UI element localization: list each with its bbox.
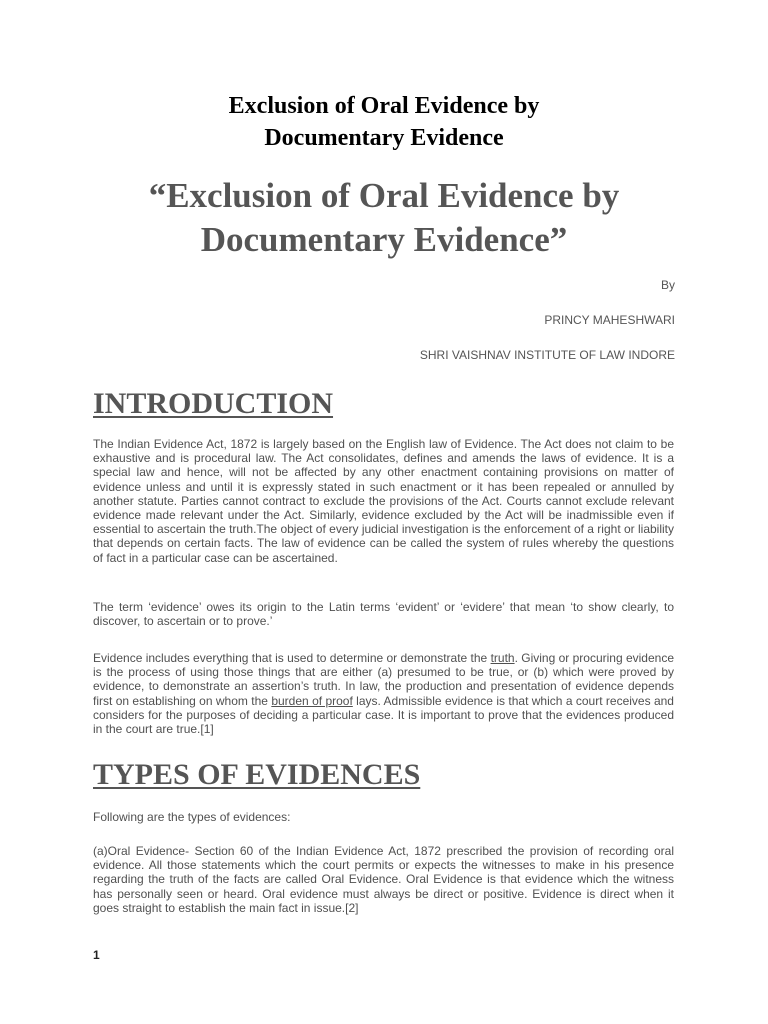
document-title: Exclusion of Oral Evidence by Documentary Evidence [228,93,540,151]
introduction-paragraph-1: The Indian Evidence Act, 1872 is largely based on the English law of Evidence. The Act does not claim to be exhaustive and is procedural law. The Act consolidates, defines and amends the laws of evidence. It is a special law and hence, will not be affected by any other enactment containing provisions on matter of evidence unless and until it is expressly stated in such enactment or it has been repealed or annulled by another statute. Parties cannot contract to exclude the provisions of the Act. Courts cannot exclude relevant evidence made relevant under the Act. Similarly, evidence excluded by the Act will be inadmissible even if essential to ascertain the truth.The object of every judicial investigation is the enforcement of a right or liability that depends on certain facts. The law of evidence can be called the system of rules whereby the questions of fact in a particular case can be ascertained. [93,437,674,565]
section-heading-types-of-evidences: TYPES OF EVIDENCES [93,758,421,791]
byline-by: By [660,278,675,292]
section-heading-introduction: INTRODUCTION [93,387,334,420]
paragraph-text: Evidence includes everything that is used to determine or demonstrate the [93,651,491,665]
types-paragraph-1: Following are the types of evidences: [93,810,291,824]
burden-of-proof-link[interactable]: burden of proof [271,693,353,708]
types-paragraph-2: (a)Oral Evidence- Section 60 of the Indian Evidence Act, 1872 prescribed the provision of recording oral evidence. All those statements which the court permits or expects the witnesses to make in his presence regarding the truth of the facts are called Oral Evidence. Oral Evidence is that evidence which the witness has personally seen or heard. Oral evidence must always be direct or positive. Evidence is direct when it goes straight to establish the main fact in issue.[2] [93,844,674,915]
introduction-paragraph-3 [93,651,674,736]
truth-link[interactable]: truth [490,651,515,665]
quoted-title: “Exclusion of Oral Evidence by Documentary Evidence” [148,176,620,259]
page-number: 1 [93,948,100,962]
introduction-paragraph-2: The term ‘evidence’ owes its origin to the Latin terms ‘evident’ or ‘evidere’ that mean ‘to show clearly, to discover, to ascertain or to prove.’ [93,600,674,629]
byline-institution: SHRI VAISHNAV INSTITUTE OF LAW INDORE [419,348,675,362]
paragraph-text: lays. Admissible evidence is that which a court receives and considers for the purposes of deciding a particular case. It is important to prove that the evidences produced in the court are true.[1] [93,693,674,737]
byline-author: PRINCY MAHESHWARI [544,313,675,327]
paragraph-text: . Giving or procuring evidence is the process of using those things that are either (a) presumed to be true, or (b) which were proved by evidence, to demonstrate an assertion’s truth. In law, the production and presentation of evidence depends first on establishing on whom the [93,651,674,708]
